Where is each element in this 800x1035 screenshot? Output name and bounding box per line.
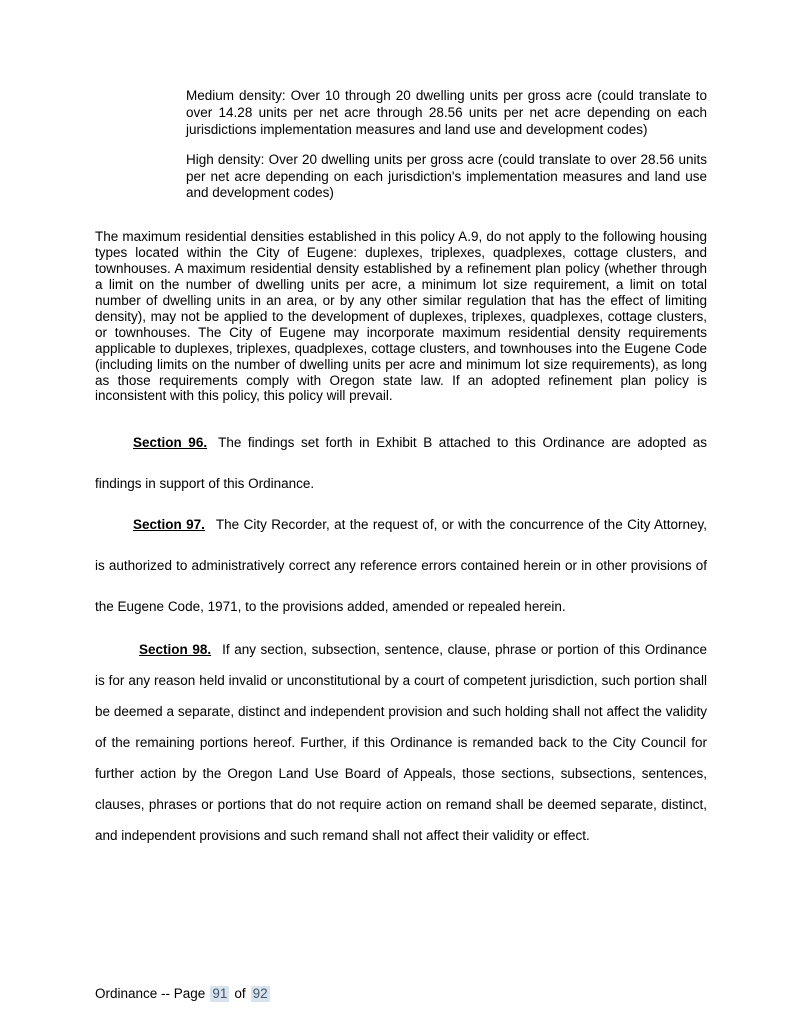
section-96-paragraph <box>95 422 707 504</box>
section-97-heading: Section 97. <box>133 517 205 533</box>
section-96-text: The findings set forth in Exhibit B attached to this Ordinance are adopted as findings in support of this Ordinance. <box>95 435 707 492</box>
section-97-paragraph <box>95 504 707 627</box>
section-98-text: If any section, subsection, sentence, clause, phrase or portion of this Ordinance is for any reason held invalid or unconstitutional by a court of competent jurisdiction, such portion shall be deemed a separate, distinct and independent provision and such holding shall not affect the validity of the remaining portions hereof. Further, if this Ordinance is remanded back to the City Council for further action by the Oregon Land Use Board of Appeals, those sections, subsections, sentences, clauses, phrases or portions that do not require action on remand shall be deemed separate, distinct, and independent provisions and such remand shall not affect their validity or effect. <box>95 642 707 844</box>
medium-density-definition: Medium density: Over 10 through 20 dwelling units per gross acre (could translate to over 14.28 units per net acre through 28.56 units per net acre depending on each jurisdictions implementation measures and land use and development codes) <box>186 88 707 137</box>
page-number-field: 91 <box>212 986 228 1001</box>
policy-a9-paragraph: The maximum residential densities established in this policy A.9, do not apply to the following housing types located within the City of Eugene: duplexes, triplexes, quadplexes, cottage clusters, and townhouses. A maximum residential density established by a refinement plan policy (whether through a limit on the number of dwelling units per acre, a minimum lot size requirement, a limit on total number of dwelling units in an area, or by any other similar regulation that has the effect of limiting density), may not be applied to the development of duplexes, triplexes, quadplexes, cottage clusters, or townhouses. The City of Eugene may incorporate maximum residential density requirements applicable to duplexes, triplexes, quadplexes, cottage clusters, and townhouses into the Eugene Code (including limits on the number of dwelling units per acre and minimum lot size requirements), as long as those requirements comply with Oregon state law. If an adopted refinement plan policy is inconsistent with this policy, this policy will prevail. <box>95 229 707 404</box>
section-98-heading: Section 98. <box>139 642 212 658</box>
high-density-definition: High density: Over 20 dwelling units per gross acre (could translate to over 28.56 units per net acre depending on each jurisdiction's implementation measures and land use and development codes) <box>186 151 707 201</box>
footer-of-label: of <box>234 986 246 1001</box>
section-97-text: The City Recorder, at the request of, or with the concurrence of the City Attorney, is authorized to administratively correct any reference errors contained herein or in other provisions of the Eugene Code, 1971, to the provisions added, amended or repealed herein. <box>95 517 707 615</box>
footer-prefix-label: Ordinance -- Page <box>95 986 206 1001</box>
density-definitions-block <box>186 88 707 202</box>
page-footer <box>95 986 270 1002</box>
total-pages-field: 92 <box>252 986 268 1001</box>
section-98-paragraph <box>95 634 707 851</box>
page-content <box>95 88 707 851</box>
section-96-heading: Section 96. <box>133 435 208 451</box>
